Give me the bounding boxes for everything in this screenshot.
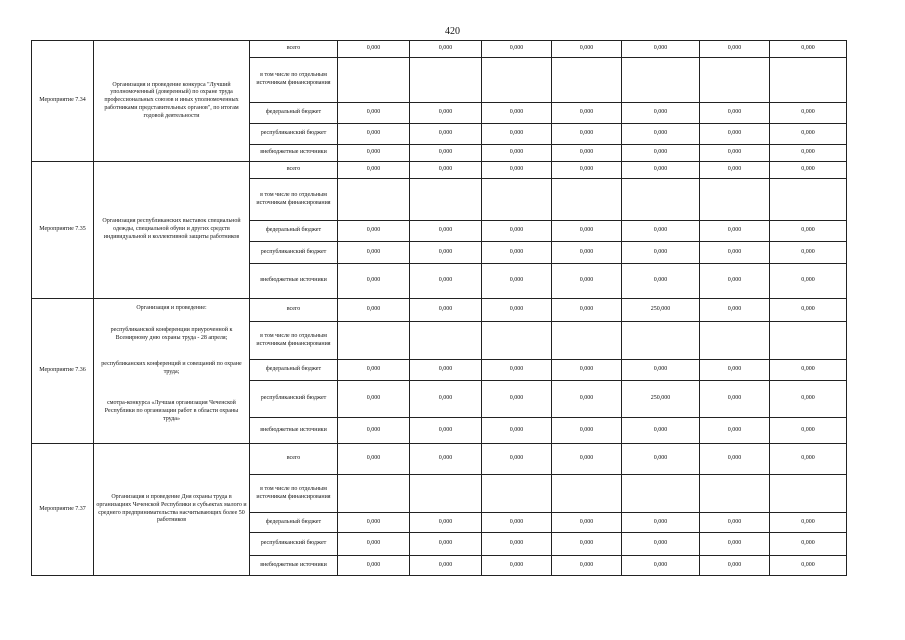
value-cell: 0,000 [338,242,410,264]
value-cell: 0,000 [622,418,700,444]
value-cell [410,475,482,513]
value-cell: 0,000 [338,418,410,444]
source-label-extrabudget: внебюджетные источники [250,145,338,162]
value-cell: 0,000 [770,124,847,145]
value-cell: 0,000 [700,221,770,242]
financing-table [31,40,847,576]
measure-description: Организация республиканских выставок специальной одежды, специальной обуви и других средств индивидуальной и коллективной защиты работников [94,162,250,299]
value-cell [700,179,770,221]
table-row [32,299,847,322]
value-cell: 0,000 [770,360,847,381]
source-label-republican: республиканский бюджет [250,124,338,145]
value-cell: 0,000 [338,124,410,145]
value-cell: 0,000 [552,221,622,242]
source-label-extrabudget: внебюджетные источники [250,556,338,576]
value-cell: 0,000 [700,103,770,124]
value-cell [770,322,847,360]
value-cell: 0,000 [700,299,770,322]
value-cell: 0,000 [338,444,410,475]
value-cell: 0,000 [410,103,482,124]
value-cell [552,475,622,513]
value-cell: 0,000 [552,556,622,576]
value-cell [552,322,622,360]
value-cell: 0,000 [410,533,482,556]
value-cell: 0,000 [552,444,622,475]
value-cell: 0,000 [622,533,700,556]
value-cell: 0,000 [338,556,410,576]
source-label-including: в том числе по отдельным источникам финансирования [250,179,338,221]
value-cell: 0,000 [338,145,410,162]
value-cell: 0,000 [338,221,410,242]
table-row [32,444,847,475]
measure-description [94,299,250,444]
value-cell: 0,000 [482,221,552,242]
source-label-federal: федеральный бюджет [250,103,338,124]
value-cell: 0,000 [700,556,770,576]
value-cell: 0,000 [770,145,847,162]
value-cell: 0,000 [770,444,847,475]
value-cell: 0,000 [482,242,552,264]
measure-description: Организация и проведение конкурса "Лучший уполномоченный (доверенный) по охране труда профессиональных союзов и иных уполномоченных работниками представительных органов", по итогам годовой деятельности [94,41,250,162]
value-cell: 0,000 [410,360,482,381]
value-cell: 0,000 [770,418,847,444]
source-label-extrabudget: внебюджетные источники [250,418,338,444]
source-label-federal: федеральный бюджет [250,513,338,533]
value-cell: 0,000 [338,299,410,322]
value-cell: 0,000 [622,103,700,124]
measure-code: Мероприятие 7.36 [32,299,94,444]
value-cell [622,475,700,513]
value-cell: 0,000 [552,299,622,322]
value-cell: 0,000 [622,124,700,145]
value-cell: 0,000 [700,381,770,418]
value-cell [338,475,410,513]
source-label-total: всего [250,162,338,179]
value-cell: 0,000 [622,221,700,242]
value-cell: 0,000 [622,264,700,299]
value-cell: 0,000 [338,360,410,381]
value-cell: 0,000 [552,418,622,444]
value-cell: 0,000 [410,162,482,179]
source-label-federal: федеральный бюджет [250,360,338,381]
value-cell: 0,000 [482,264,552,299]
value-cell: 0,000 [622,444,700,475]
value-cell: 0,000 [622,556,700,576]
value-cell: 0,000 [552,124,622,145]
value-cell: 0,000 [338,41,410,58]
value-cell: 0,000 [410,556,482,576]
value-cell: 0,000 [552,162,622,179]
value-cell [622,58,700,103]
value-cell: 0,000 [770,264,847,299]
value-cell: 0,000 [700,444,770,475]
value-cell [770,58,847,103]
value-cell [410,179,482,221]
value-cell [552,58,622,103]
value-cell: 0,000 [338,103,410,124]
value-cell [700,322,770,360]
value-cell: 0,000 [770,513,847,533]
value-cell: 0,000 [622,162,700,179]
value-cell: 0,000 [482,360,552,381]
source-label-including: в том числе по отдельным источникам финансирования [250,322,338,360]
value-cell: 0,000 [410,418,482,444]
source-label-republican: республиканский бюджет [250,381,338,418]
value-cell: 0,000 [770,41,847,58]
value-cell [552,179,622,221]
source-label-total: всего [250,41,338,58]
value-cell: 0,000 [552,533,622,556]
value-cell: 0,000 [482,41,552,58]
value-cell: 0,000 [482,556,552,576]
measure-description-part: смотра-конкурса «Лучшая организация Чеченской Республики по организации работ в области охраны труда» [104,400,239,422]
value-cell: 0,000 [770,533,847,556]
value-cell [338,58,410,103]
value-cell: 0,000 [410,444,482,475]
value-cell: 0,000 [482,418,552,444]
value-cell: 0,000 [700,145,770,162]
value-cell [770,475,847,513]
value-cell: 0,000 [770,381,847,418]
value-cell: 0,000 [338,513,410,533]
value-cell: 0,000 [410,299,482,322]
value-cell [410,58,482,103]
value-cell: 0,000 [770,103,847,124]
value-cell [700,475,770,513]
measure-code: Мероприятие 7.35 [32,162,94,299]
table-row [32,162,847,179]
value-cell: 0,000 [482,299,552,322]
value-cell: 0,000 [410,513,482,533]
value-cell: 0,000 [552,41,622,58]
value-cell [770,179,847,221]
value-cell [482,179,552,221]
value-cell [482,475,552,513]
value-cell: 0,000 [700,242,770,264]
value-cell: 0,000 [552,145,622,162]
value-cell [700,58,770,103]
value-cell [622,322,700,360]
value-cell: 0,000 [622,513,700,533]
source-label-total: всего [250,444,338,475]
measure-description-part: республиканских конференций и совещаний по охране труда; [101,361,242,375]
value-cell [410,322,482,360]
value-cell: 0,000 [410,221,482,242]
value-cell: 0,000 [622,360,700,381]
table-row [32,41,847,58]
source-label-republican: республиканский бюджет [250,242,338,264]
value-cell: 0,000 [410,41,482,58]
value-cell: 0,000 [410,145,482,162]
source-label-total: всего [250,299,338,322]
value-cell: 0,000 [700,533,770,556]
value-cell: 0,000 [338,264,410,299]
value-cell: 0,000 [552,381,622,418]
source-label-extrabudget: внебюджетные источники [250,264,338,299]
value-cell: 0,000 [700,124,770,145]
value-cell: 0,000 [770,242,847,264]
value-cell: 0,000 [700,360,770,381]
value-cell: 0,000 [482,444,552,475]
value-cell: 0,000 [482,381,552,418]
value-cell: 0,000 [770,556,847,576]
value-cell: 0,000 [552,242,622,264]
value-cell: 0,000 [770,162,847,179]
value-cell: 0,000 [552,103,622,124]
measure-code: Мероприятие 7.37 [32,444,94,576]
value-cell: 0,000 [482,162,552,179]
value-cell: 0,000 [700,264,770,299]
value-cell: 0,000 [410,381,482,418]
value-cell [482,58,552,103]
value-cell: 0,000 [338,533,410,556]
source-label-including: в том числе по отдельным источникам финансирования [250,475,338,513]
value-cell: 0,000 [410,124,482,145]
value-cell: 0,000 [338,381,410,418]
value-cell: 0,000 [552,360,622,381]
value-cell: 0,000 [770,299,847,322]
measure-description: Организация и проведение Дня охраны труда в организациях Чеченской Республики и субъектах малого и среднего предпринимательства насчитывающих более 50 работников [94,444,250,576]
source-label-federal: федеральный бюджет [250,221,338,242]
value-cell: 0,000 [700,41,770,58]
value-cell: 0,000 [552,513,622,533]
measure-description-part: республиканской конференции приуроченной к Всемирному дню охраны труда - 28 апреля; [110,326,233,341]
value-cell: 0,000 [410,264,482,299]
value-cell: 0,000 [482,533,552,556]
value-cell: 0,000 [770,221,847,242]
source-label-including: в том числе по отдельным источникам финансирования [250,58,338,103]
value-cell: 0,000 [482,103,552,124]
value-cell: 0,000 [700,513,770,533]
value-cell [338,179,410,221]
value-cell: 0,000 [622,145,700,162]
value-cell: 0,000 [700,162,770,179]
value-cell: 250,000 [622,381,700,418]
value-cell: 0,000 [482,513,552,533]
page-number: 420 [445,26,460,37]
value-cell: 0,000 [552,264,622,299]
value-cell: 0,000 [700,418,770,444]
value-cell: 0,000 [482,124,552,145]
value-cell: 0,000 [338,162,410,179]
value-cell: 0,000 [482,145,552,162]
value-cell [338,322,410,360]
value-cell: 250,000 [622,299,700,322]
value-cell: 0,000 [622,41,700,58]
value-cell: 0,000 [622,242,700,264]
value-cell [482,322,552,360]
value-cell [622,179,700,221]
measure-code: Мероприятие 7.34 [32,41,94,162]
source-label-republican: республиканский бюджет [250,533,338,556]
measure-description-part: Организация и проведение: [136,304,207,311]
value-cell: 0,000 [410,242,482,264]
